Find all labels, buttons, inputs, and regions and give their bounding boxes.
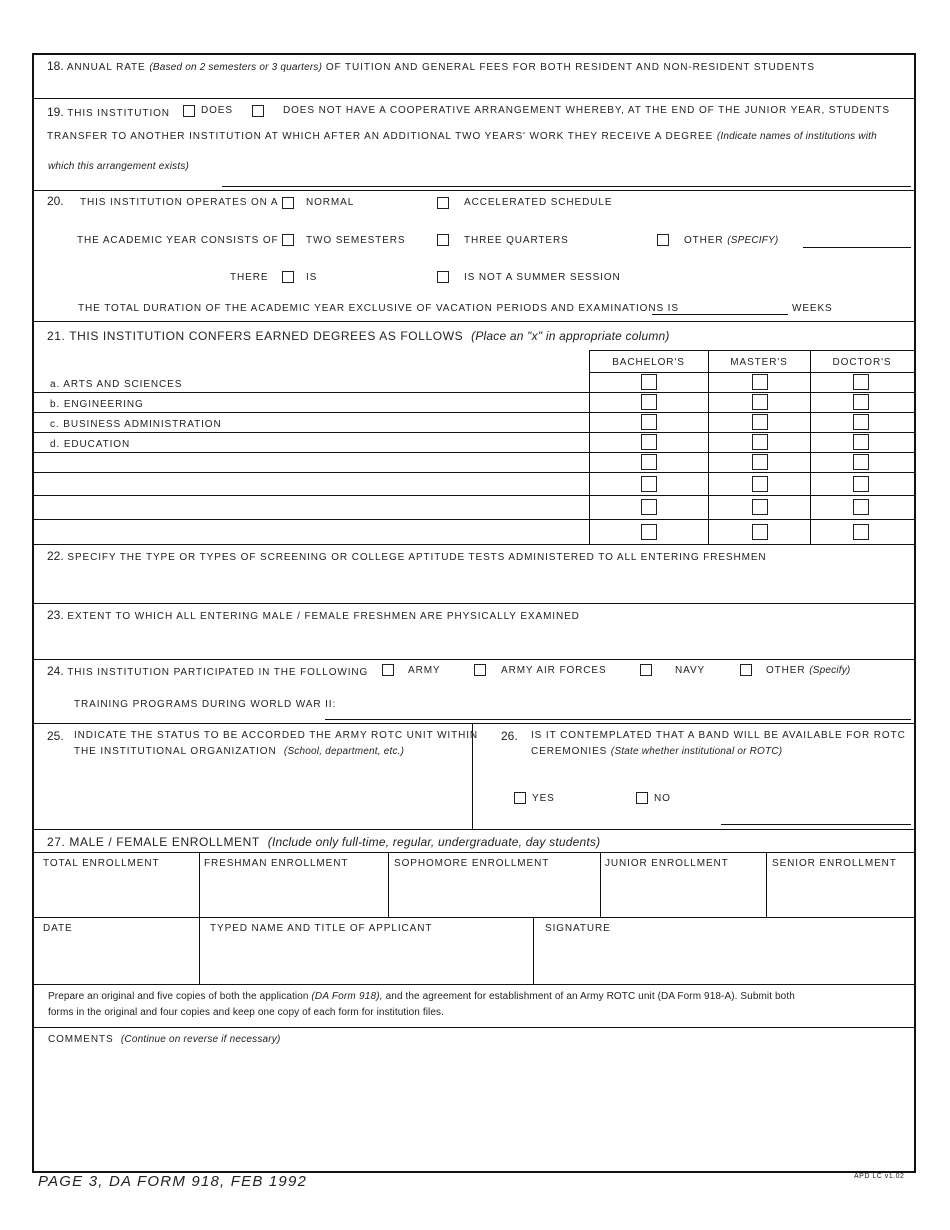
other-label: OTHER <box>684 235 724 246</box>
physical-exam-field[interactable] <box>34 624 912 657</box>
there-label: THERE <box>230 272 269 283</box>
q23-label: EXTENT TO WHICH ALL ENTERING MALE / FEMALE FRESHMEN ARE PHYSICALLY EXAMINED <box>67 611 580 622</box>
sophomore-enrollment-label: SOPHOMORE ENROLLMENT <box>394 858 550 869</box>
divider <box>589 372 914 373</box>
comments-field[interactable] <box>34 1050 912 1168</box>
degree-row-label: c. BUSINESS ADMINISTRATION <box>50 419 222 430</box>
q19-lead: THIS INSTITUTION <box>67 108 170 119</box>
duration-weeks-field[interactable] <box>652 314 788 315</box>
two-semesters-label: TWO SEMESTERS <box>306 235 406 246</box>
q27-number: 27. <box>47 835 66 849</box>
q19-does-not-checkbox[interactable] <box>252 105 264 117</box>
note-text: Prepare an original and five copies of both the application <box>48 991 309 1002</box>
note-form-ref: (DA Form 918), <box>311 991 383 1002</box>
is-label: IS <box>306 272 318 283</box>
rotc-status-field[interactable] <box>34 762 470 827</box>
q24-number: 24. <box>47 664 64 678</box>
divider <box>32 392 914 393</box>
q21-number: 21. <box>47 329 66 343</box>
other-checkbox[interactable] <box>657 234 669 246</box>
freshman-enrollment-label: FRESHMAN ENROLLMENT <box>204 858 349 869</box>
doctors-header: DOCTOR'S <box>832 357 892 368</box>
bachelors-checkbox[interactable] <box>641 374 657 390</box>
three-quarters-label: THREE QUARTERS <box>464 235 569 246</box>
bachelors-header: BACHELOR'S <box>612 357 685 368</box>
divider <box>708 350 709 544</box>
two-semesters-checkbox[interactable] <box>282 234 294 246</box>
divider <box>32 472 914 473</box>
divider <box>32 1027 914 1028</box>
masters-checkbox[interactable] <box>752 414 768 430</box>
senior-enrollment-label: SENIOR ENROLLMENT <box>772 858 897 869</box>
q26-line1: IS IT CONTEMPLATED THAT A BAND WILL BE AVAILABLE FOR ROTC <box>531 730 906 741</box>
masters-checkbox[interactable] <box>752 476 768 492</box>
q22-number: 22. <box>47 549 64 563</box>
divider <box>32 659 914 660</box>
band-yes-checkbox[interactable] <box>514 792 526 804</box>
training-programs-field[interactable] <box>325 719 911 720</box>
q19-number: 19. <box>47 105 64 119</box>
divider <box>32 190 914 191</box>
q18-label-cont: OF TUITION AND GENERAL FEES FOR BOTH RESIDENT AND NON-RESIDENT STUDENTS <box>325 62 815 73</box>
divider <box>32 495 914 496</box>
divider <box>32 432 914 433</box>
q21-hint: (Place an "x" in appropriate column) <box>471 329 670 343</box>
band-yes-label: YES <box>532 793 555 804</box>
divider <box>589 350 914 351</box>
masters-checkbox[interactable] <box>752 374 768 390</box>
divider <box>810 350 811 544</box>
divider <box>589 350 590 544</box>
doctors-checkbox[interactable] <box>853 414 869 430</box>
q26-number: 26. <box>501 729 518 743</box>
navy-checkbox[interactable] <box>640 664 652 676</box>
three-quarters-checkbox[interactable] <box>437 234 449 246</box>
band-no-label: NO <box>654 793 671 804</box>
total-enrollment-label: TOTAL ENROLLMENT <box>43 858 160 869</box>
other-program-checkbox[interactable] <box>740 664 752 676</box>
masters-checkbox[interactable] <box>752 454 768 470</box>
army-air-forces-checkbox[interactable] <box>474 664 486 676</box>
q19-hint: (Indicate names of institutions with <box>716 131 877 142</box>
divider <box>32 412 914 413</box>
doctors-checkbox[interactable] <box>853 374 869 390</box>
divider <box>32 603 914 604</box>
normal-checkbox[interactable] <box>282 197 294 209</box>
q24-label: THIS INSTITUTION PARTICIPATED IN THE FOLLOWING <box>67 667 369 678</box>
q26-hint: (State whether institutional or ROTC) <box>610 746 783 757</box>
bachelors-checkbox[interactable] <box>641 499 657 515</box>
band-no-checkbox[interactable] <box>636 792 648 804</box>
signature-field[interactable] <box>534 918 912 983</box>
other-program-hint: (Specify) <box>809 665 851 676</box>
is-summer-checkbox[interactable] <box>282 271 294 283</box>
senior-enrollment-field[interactable] <box>767 853 912 916</box>
bachelors-checkbox[interactable] <box>641 394 657 410</box>
sophomore-enrollment-field[interactable] <box>389 853 599 916</box>
divider <box>32 544 914 545</box>
q19-line1: DOES NOT HAVE A COOPERATIVE ARRANGEMENT WHEREBY, AT THE END OF THE JUNIOR YEAR, STUDENTS <box>283 105 890 116</box>
army-air-forces-label: ARMY AIR FORCES <box>501 665 607 676</box>
q19-does-checkbox[interactable] <box>183 105 195 117</box>
doctors-checkbox[interactable] <box>853 499 869 515</box>
bachelors-checkbox[interactable] <box>641 454 657 470</box>
q27-title: MALE / FEMALE ENROLLMENT <box>69 835 260 849</box>
is-not-summer-checkbox[interactable] <box>437 271 449 283</box>
is-not-label: IS NOT A SUMMER SESSION <box>464 272 621 283</box>
bachelors-checkbox[interactable] <box>641 434 657 450</box>
q20-year-label: THE ACADEMIC YEAR CONSISTS OF <box>77 235 279 246</box>
army-label: ARMY <box>408 665 441 676</box>
q19-line2: TRANSFER TO ANOTHER INSTITUTION AT WHICH AFTER AN ADDITIONAL TWO YEARS' WORK THEY RECEIVE A DEGREE <box>47 131 714 142</box>
other-specify-field[interactable] <box>803 247 911 248</box>
divider <box>32 984 914 985</box>
q20-operates-label: THIS INSTITUTION OPERATES ON A <box>80 197 279 208</box>
divider <box>32 98 914 99</box>
other-hint: (SPECIFY) <box>727 235 779 246</box>
freshman-enrollment-field[interactable] <box>200 853 387 916</box>
comments-hint: (Continue on reverse if necessary) <box>120 1034 281 1045</box>
doctors-checkbox[interactable] <box>853 394 869 410</box>
q25-line1: INDICATE THE STATUS TO BE ACCORDED THE ARMY ROTC UNIT WITHIN <box>74 730 479 741</box>
q26-line2: CEREMONIES <box>531 746 608 757</box>
degree-row-label: b. ENGINEERING <box>50 399 144 410</box>
accelerated-checkbox[interactable] <box>437 197 449 209</box>
q18-label: ANNUAL RATE <box>66 62 146 73</box>
degree-row-label: d. EDUCATION <box>50 439 131 450</box>
q19-line3: which this arrangement exists) <box>48 161 190 172</box>
junior-enrollment-field[interactable] <box>601 853 765 916</box>
bachelors-checkbox[interactable] <box>641 524 657 540</box>
q18-hint: (Based on 2 semesters or 3 quarters) <box>149 62 323 73</box>
bachelors-checkbox[interactable] <box>641 414 657 430</box>
other-program-label: OTHER <box>766 665 806 676</box>
q27-hint: (Include only full-time, regular, undergraduate, day students) <box>267 835 601 849</box>
divider <box>32 829 914 830</box>
accelerated-label: ACCELERATED SCHEDULE <box>464 197 613 208</box>
duration-label: THE TOTAL DURATION OF THE ACADEMIC YEAR EXCLUSIVE OF VACATION PERIODS AND EXAMINATIONS IS <box>78 303 679 314</box>
doctors-checkbox[interactable] <box>853 524 869 540</box>
q19-does-label: DOES <box>201 105 233 116</box>
doctors-checkbox[interactable] <box>853 476 869 492</box>
weeks-label: WEEKS <box>792 303 833 314</box>
divider <box>32 452 914 453</box>
q25-line2: THE INSTITUTIONAL ORGANIZATION <box>74 746 277 757</box>
masters-checkbox[interactable] <box>752 394 768 410</box>
divider <box>32 723 914 724</box>
divider <box>32 519 914 520</box>
version-label: APD LC v1.02 <box>854 1173 905 1180</box>
normal-label: NORMAL <box>306 197 355 208</box>
q23-number: 23. <box>47 608 64 622</box>
masters-checkbox[interactable] <box>752 524 768 540</box>
date-field[interactable] <box>34 918 198 983</box>
band-details-field[interactable] <box>721 824 911 825</box>
junior-enrollment-label: JUNIOR ENROLLMENT <box>605 858 729 869</box>
typed-name-label: TYPED NAME AND TITLE OF APPLICANT <box>210 923 433 934</box>
note-text-cont: and the agreement for establishment of an Army ROTC unit (DA Form 918-A). Submit both <box>385 991 795 1002</box>
masters-header: MASTER'S <box>730 357 788 368</box>
masters-checkbox[interactable] <box>752 434 768 450</box>
typed-name-field[interactable] <box>200 918 532 983</box>
q24-line2: TRAINING PROGRAMS DURING WORLD WAR II: <box>74 699 337 710</box>
army-checkbox[interactable] <box>382 664 394 676</box>
page-footer: PAGE 3, DA FORM 918, FEB 1992 <box>38 1173 308 1190</box>
note-text-line2: forms in the original and four copies and keep one copy of each form for institution files. <box>48 1007 444 1018</box>
q25-number: 25. <box>47 729 64 743</box>
total-enrollment-field[interactable] <box>34 853 198 916</box>
q19-institutions-field[interactable] <box>222 186 911 187</box>
aptitude-tests-field[interactable] <box>34 565 912 601</box>
q18-number: 18. <box>47 59 64 73</box>
comments-label: COMMENTS <box>48 1034 114 1045</box>
signature-label: SIGNATURE <box>545 923 611 934</box>
divider <box>32 321 914 322</box>
q22-label: SPECIFY THE TYPE OR TYPES OF SCREENING OR COLLEGE APTITUDE TESTS ADMINISTERED TO ALL ENTERING FRESHMEN <box>67 552 767 563</box>
bachelors-checkbox[interactable] <box>641 476 657 492</box>
masters-checkbox[interactable] <box>752 499 768 515</box>
degree-row-label: a. ARTS AND SCIENCES <box>50 379 183 390</box>
q25-hint: (School, department, etc.) <box>283 746 405 757</box>
navy-label: NAVY <box>675 665 706 676</box>
date-label: DATE <box>43 923 73 934</box>
doctors-checkbox[interactable] <box>853 434 869 450</box>
q20-number: 20. <box>47 194 64 208</box>
doctors-checkbox[interactable] <box>853 454 869 470</box>
q21-title: THIS INSTITUTION CONFERS EARNED DEGREES AS FOLLOWS <box>69 329 464 343</box>
